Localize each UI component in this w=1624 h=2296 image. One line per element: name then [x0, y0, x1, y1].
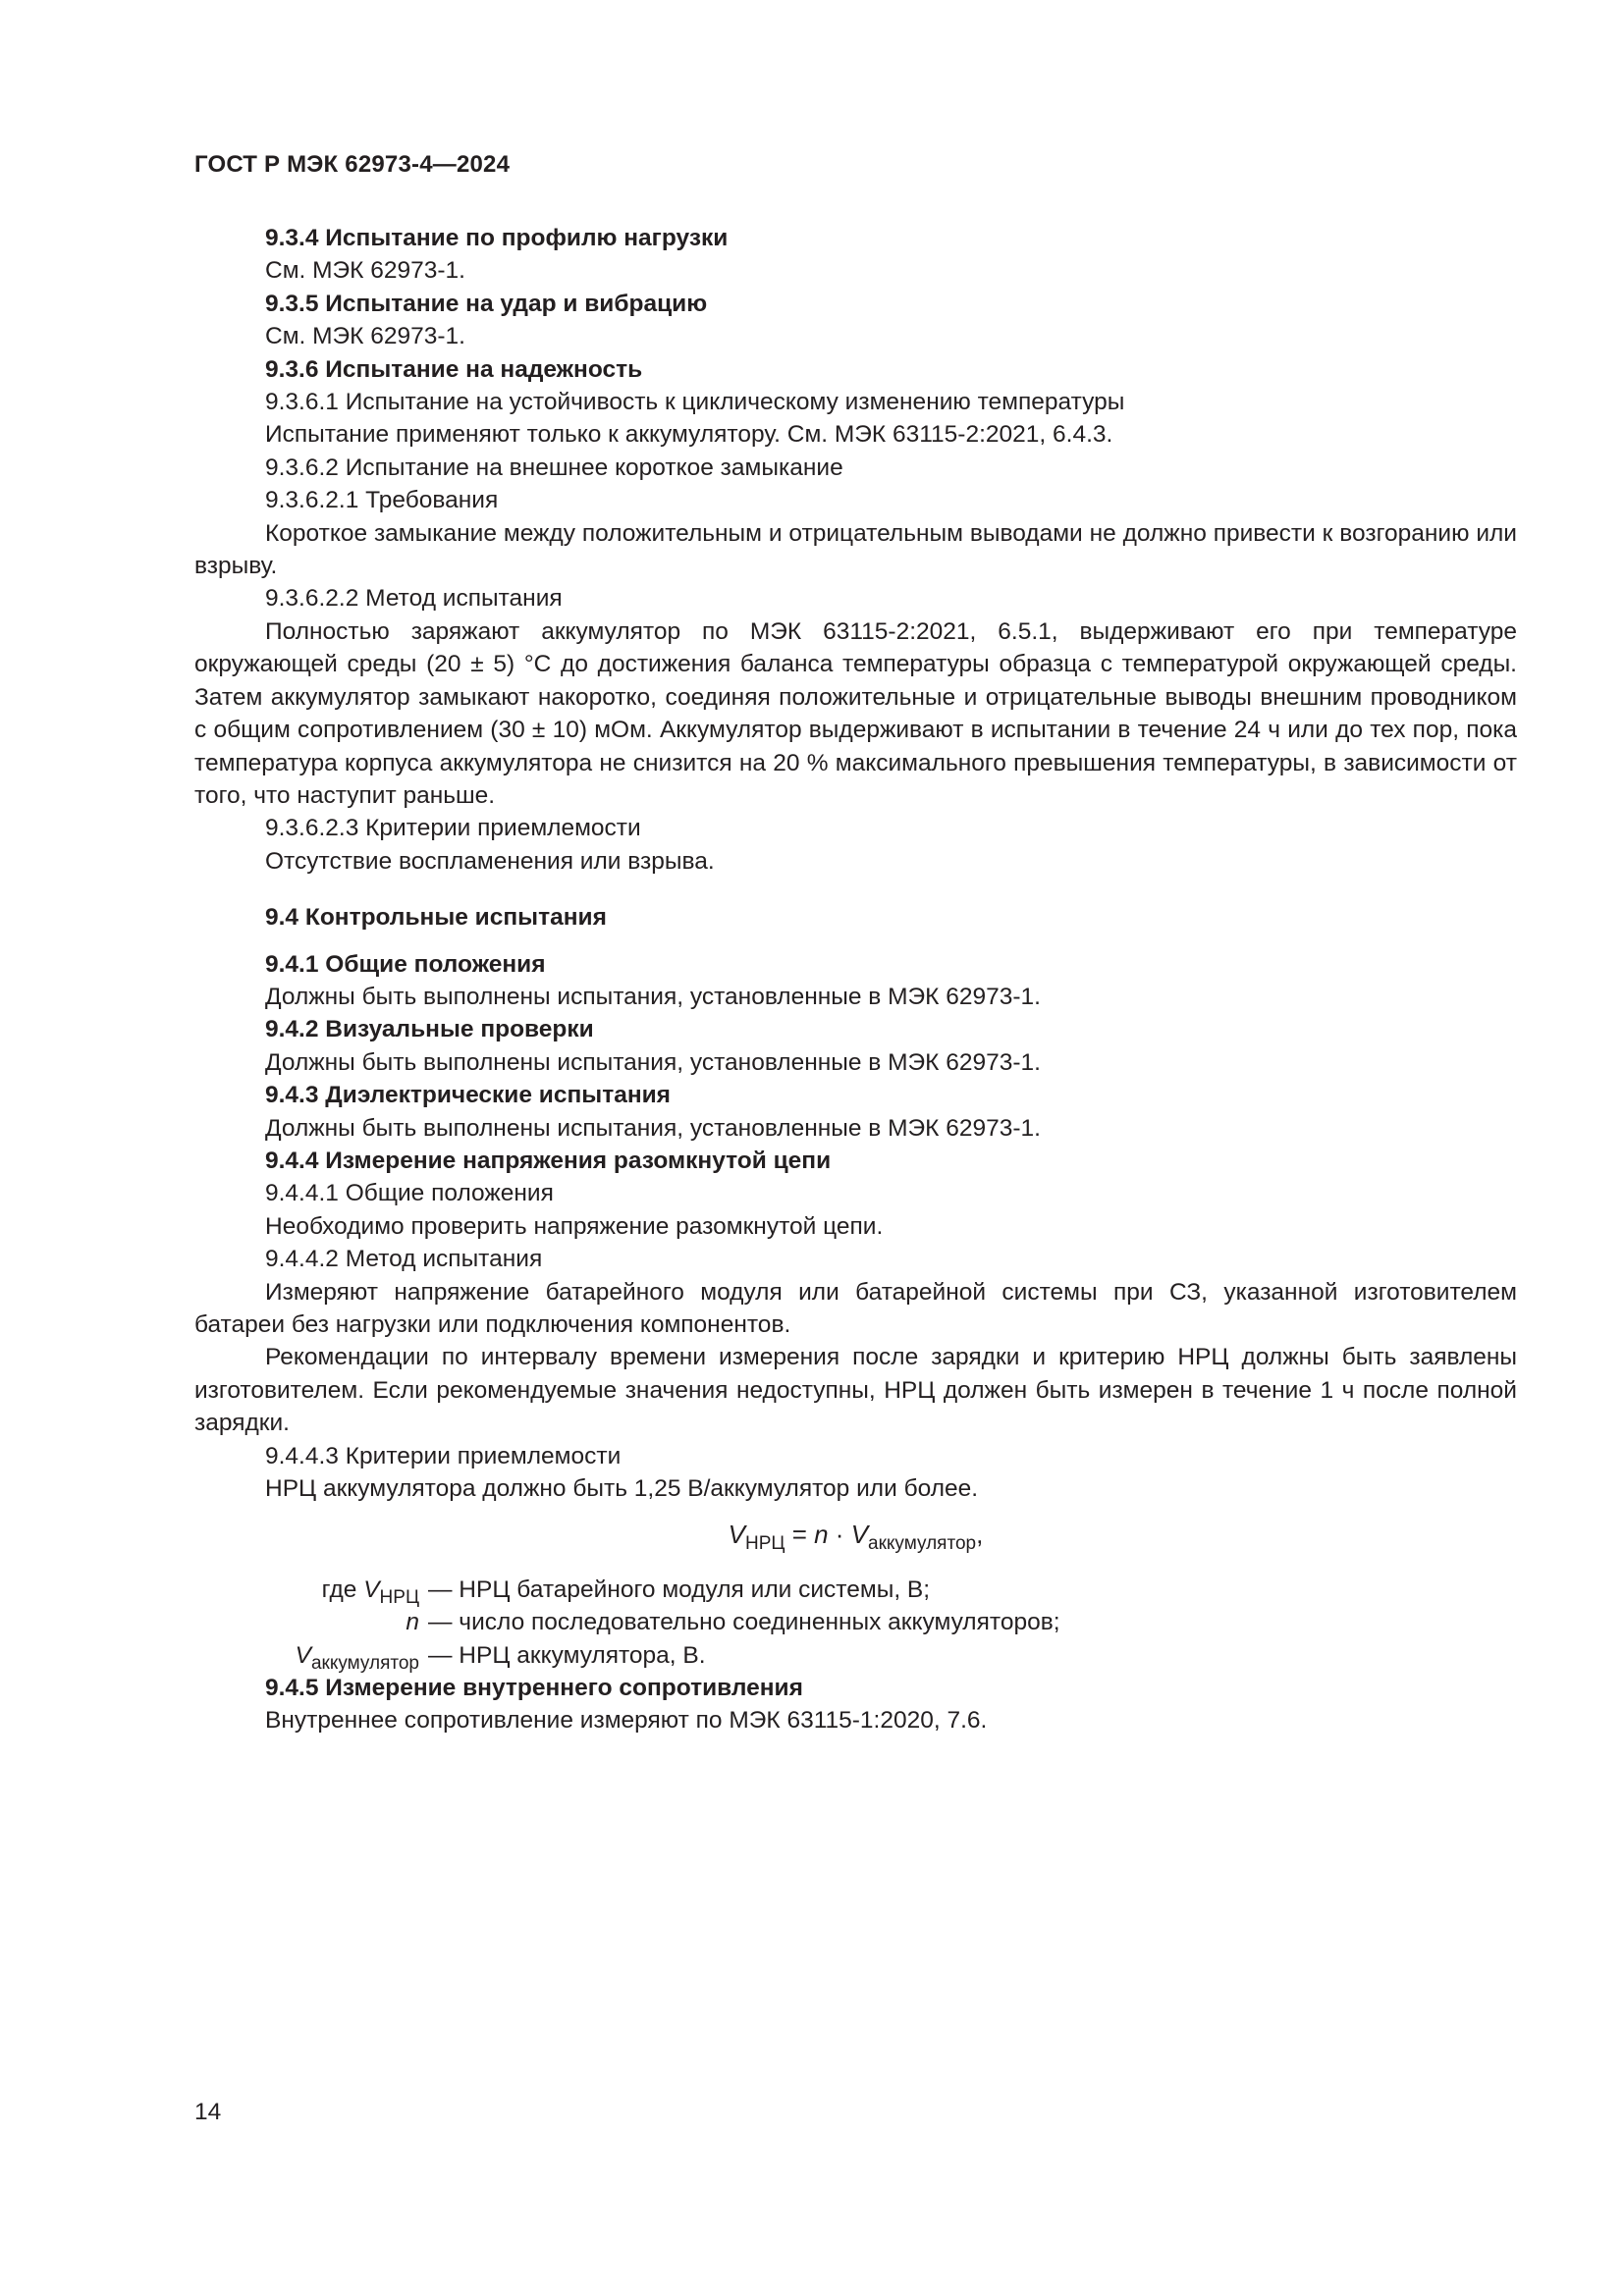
section-9-4-2-title: 9.4.2 Визуальные проверки [265, 1016, 594, 1043]
document-header: ГОСТ Р МЭК 62973-4—2024 [194, 151, 511, 178]
section-9-3-6-1-text: Испытание применяют только к аккумулятору. См. МЭК 63115-2:2021, 6.4.3. [265, 421, 1113, 449]
section-9-4-3-title: 9.4.3 Диэлектрические испытания [265, 1082, 671, 1109]
where-description: — НРЦ батарейного модуля или системы, В; [428, 1575, 931, 1603]
section-9-4-5-text: Внутреннее сопротивление измеряют по МЭК 63115-1:2020, 7.6. [265, 1707, 988, 1735]
section-9-4-4-3-text: НРЦ аккумулятора должно быть 1,25 В/аккумулятор или более. [265, 1475, 979, 1503]
section-9-3-6-2-1-text: Короткое замыкание между положительным и отрицательным выводами не должно привести к возгоранию или взрыву. [194, 519, 1517, 580]
section-9-3-6-2-1-title: 9.3.6.2.1 Требования [265, 487, 499, 514]
section-9-3-6-2-2-text: Полностью заряжают аккумулятор по МЭК 63115-2:2021, 6.5.1, выдерживают его при температуре окружающей среды (20 ± 5) °С до достижения баланса температуры образца с температурой окружающей среды. Затем аккумулятор замыкают накоротко, соединяя положительные и отрицательные выводы внешним проводником с общим сопротивлением (30 ± 10) мОм. Аккумулятор выдерживают в испытании в течение 24 ч или до тех пор, пока температура корпуса аккумулятора не снизится на 20 % максимального превышения температуры, в зависимости от того, что наступит раньше. [194, 617, 1517, 809]
formula-n: n [814, 1520, 829, 1550]
formula-tail: , [976, 1520, 984, 1550]
where-sub: аккумулятор [310, 1652, 419, 1674]
where-sub: НРЦ [379, 1586, 419, 1608]
section-9-4-title: 9.4 Контрольные испытания [265, 904, 607, 932]
formula-vnrc [194, 1519, 1517, 1555]
section-9-4-4-1-title: 9.4.4.1 Общие положения [265, 1180, 554, 1207]
section-9-4-4-2-text-2: Рекомендации по интервалу времени измерения после зарядки и критерию НРЦ должны быть заявлены изготовителем. Если рекомендуемые значения недоступны, НРЦ должен быть измерен в течение 1 ч после полной зарядки. [194, 1344, 1517, 1437]
section-9-4-4-3-title: 9.4.4.3 Критерии приемлемости [265, 1442, 622, 1469]
section-9-3-5-title: 9.3.5 Испытание на удар и вибрацию [265, 290, 708, 317]
section-9-3-5-text: См. МЭК 62973-1. [265, 323, 465, 350]
where-term [296, 1639, 419, 1672]
formula-rhs-var: V [850, 1520, 869, 1550]
section-9-3-6-title: 9.3.6 Испытание на надежность [265, 355, 643, 383]
section-9-3-6-1-title: 9.3.6.1 Испытание на устойчивость к циклическому изменению температуры [265, 389, 1125, 416]
section-9-4-1-title: 9.4.1 Общие положения [265, 950, 546, 978]
where-term [406, 1606, 419, 1638]
section-9-3-4-text: См. МЭК 62973-1. [265, 257, 465, 285]
section-9-4-3-text: Должны быть выполнены испытания, установленные в МЭК 62973-1. [265, 1114, 1041, 1142]
section-9-4-4-title: 9.4.4 Измерение напряжения разомкнутой цепи [265, 1147, 832, 1174]
where-term [322, 1574, 419, 1606]
formula-dot: · [828, 1520, 851, 1550]
section-9-4-4-1-text: Необходимо проверить напряжение разомкнутой цепи. [265, 1212, 884, 1240]
section-9-3-6-2-2-title: 9.3.6.2.2 Метод испытания [265, 585, 563, 613]
where-description: — число последовательно соединенных аккумуляторов; [428, 1609, 1060, 1636]
where-var: n [406, 1609, 419, 1636]
section-9-4-2-text: Должны быть выполнены испытания, установленные в МЭК 62973-1. [265, 1048, 1041, 1076]
where-description: — НРЦ аккумулятора, В. [428, 1641, 706, 1669]
where-var: V [295, 1641, 311, 1669]
where-var: V [363, 1575, 380, 1603]
page-number: 14 [194, 2099, 222, 2125]
section-9-3-6-2-3-title: 9.3.6.2.3 Критерии приемлемости [265, 815, 641, 842]
where-row [194, 1574, 1517, 1606]
formula-equals: = [785, 1520, 815, 1550]
formula-lhs-sub: НРЦ [745, 1533, 785, 1555]
section-9-4-4-2-title: 9.4.4.2 Метод испытания [265, 1246, 543, 1273]
formula-lhs-var: V [728, 1520, 746, 1550]
section-9-3-6-2-3-text: Отсутствие воспламенения или взрыва. [265, 847, 715, 875]
formula-rhs-sub: аккумулятор [868, 1533, 977, 1555]
where-row [194, 1606, 1517, 1638]
section-9-4-5-title: 9.4.5 Измерение внутреннего сопротивления [265, 1675, 803, 1702]
section-9-3-4-title: 9.3.4 Испытание по профилю нагрузки [265, 225, 729, 251]
section-9-3-6-2-title: 9.3.6.2 Испытание на внешнее короткое замыкание [265, 454, 843, 481]
where-prefix: где [321, 1575, 364, 1603]
page-body [194, 222, 1517, 1737]
where-row [194, 1639, 1517, 1672]
section-9-4-1-text: Должны быть выполнены испытания, установленные в МЭК 62973-1. [265, 983, 1041, 1010]
section-9-4-4-2-text-1: Измеряют напряжение батарейного модуля или батарейной системы при СЗ, указанной изготовителем батареи без нагрузки или подключения компонентов. [194, 1278, 1517, 1338]
